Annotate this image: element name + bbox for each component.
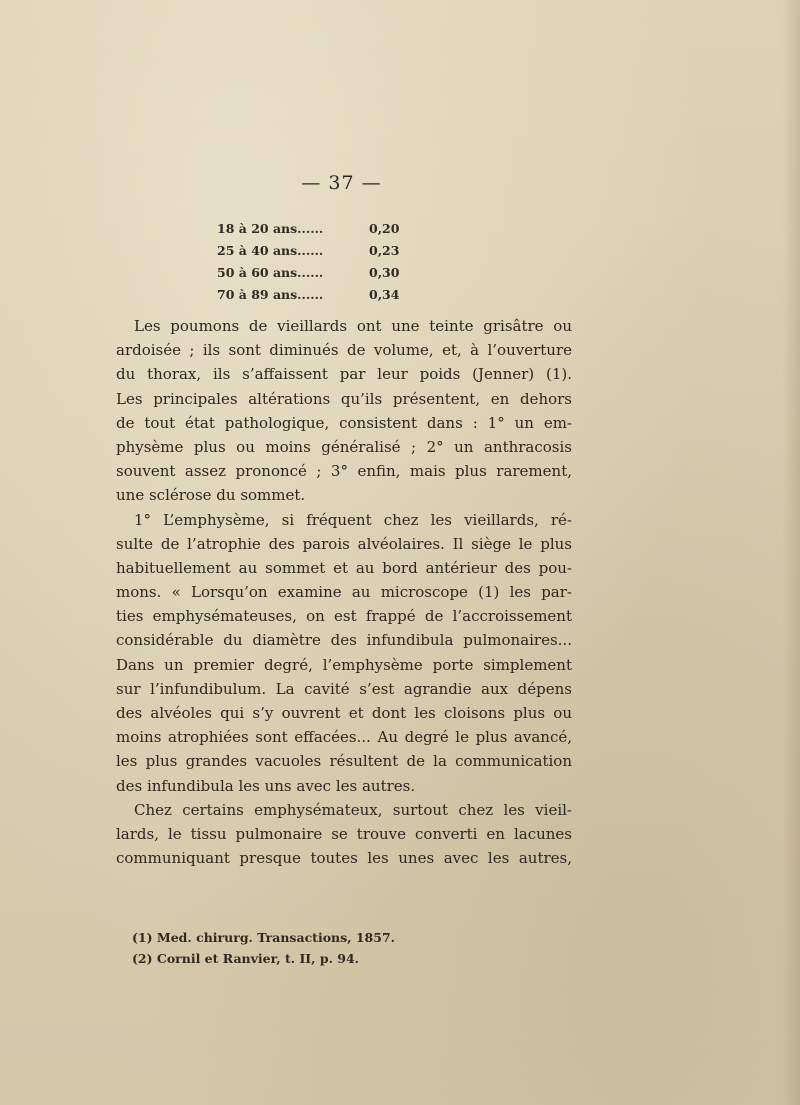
text-line: Chez certains emphysémateux, surtout chez les vieil- xyxy=(134,800,572,819)
age-value: 0,20 xyxy=(369,221,400,236)
text-line: lards, le tissu pulmonaire se trouve converti en lacunes xyxy=(116,824,572,843)
text-line: moins atrophiées sont effacées... Au degré le plus avancé, xyxy=(116,728,572,747)
age-range: 50 à 60 ans...... xyxy=(217,265,324,280)
age-value: 0,30 xyxy=(369,265,400,280)
text-line: communiquant presque toutes les unes avec les autres, xyxy=(116,849,572,868)
text-line: sur l’infundibulum. La cavité s’est agrandie aux dépens xyxy=(116,679,572,698)
age-table xyxy=(217,218,399,306)
text-line: ardoisée ; ils sont diminués de volume, et, à l’ouverture xyxy=(116,341,572,360)
age-table-row xyxy=(217,262,399,284)
age-range: 25 à 40 ans...... xyxy=(217,243,324,258)
age-range: 70 à 89 ans...... xyxy=(217,287,324,302)
text-line: Les poumons de vieillards ont une teinte grisâtre ou xyxy=(134,317,572,335)
text-line: des infundibula les uns avec les autres. xyxy=(116,776,416,795)
text-line: Les principales altérations qu’ils présentent, en dehors xyxy=(116,389,572,408)
text-line: sulte de l’atrophie des parois alvéolaires. Il siège le plus xyxy=(116,534,572,553)
text-line: considérable du diamètre des infundibula pulmonaires... xyxy=(116,631,572,650)
page-edge-shadow xyxy=(782,0,800,1105)
text-line: habituellement au sommet et au bord antérieur des pou- xyxy=(116,558,572,577)
age-table-row xyxy=(217,284,399,306)
paragraph xyxy=(116,508,572,798)
page-number: — 37 — xyxy=(301,172,382,194)
paragraph xyxy=(116,798,572,871)
text-line: mons. « Lorsqu’on examine au microscope (1) les par- xyxy=(116,583,572,602)
age-range: 18 à 20 ans...... xyxy=(217,221,324,236)
text-line: 1° L’emphysème, si fréquent chez les vieillards, ré- xyxy=(134,510,572,529)
text-line: de tout état pathologique, consistent dans : 1° un em- xyxy=(116,413,572,432)
text-line: souvent assez prononcé ; 3° enfin, mais plus rarement, xyxy=(116,462,572,481)
text-line: Dans un premier degré, l’emphysème porte simplement xyxy=(116,655,572,674)
text-line: du thorax, ils s’affaissent par leur poids (Jenner) (1). xyxy=(116,365,572,384)
footnote: (1) Med. chirurg. Transactions, 1857. xyxy=(132,930,396,945)
body-text xyxy=(116,314,572,870)
age-value: 0,34 xyxy=(369,287,400,302)
age-table-row xyxy=(217,240,399,262)
age-value: 0,23 xyxy=(369,243,400,258)
age-table-row xyxy=(217,218,399,240)
paragraph xyxy=(116,314,572,508)
text-line: une sclérose du sommet. xyxy=(116,486,306,505)
text-line: des alvéoles qui s’y ouvrent et dont les cloisons plus ou xyxy=(116,704,572,722)
footnotes xyxy=(132,927,395,969)
footnote: (2) Cornil et Ranvier, t. II, p. 94. xyxy=(132,951,360,966)
text-line: physème plus ou moins généralisé ; 2° un anthracosis xyxy=(116,437,572,456)
text-line: les plus grandes vacuoles résultent de la communication xyxy=(116,752,572,771)
text-line: ties emphysémateuses, on est frappé de l’accroissement xyxy=(116,607,572,626)
